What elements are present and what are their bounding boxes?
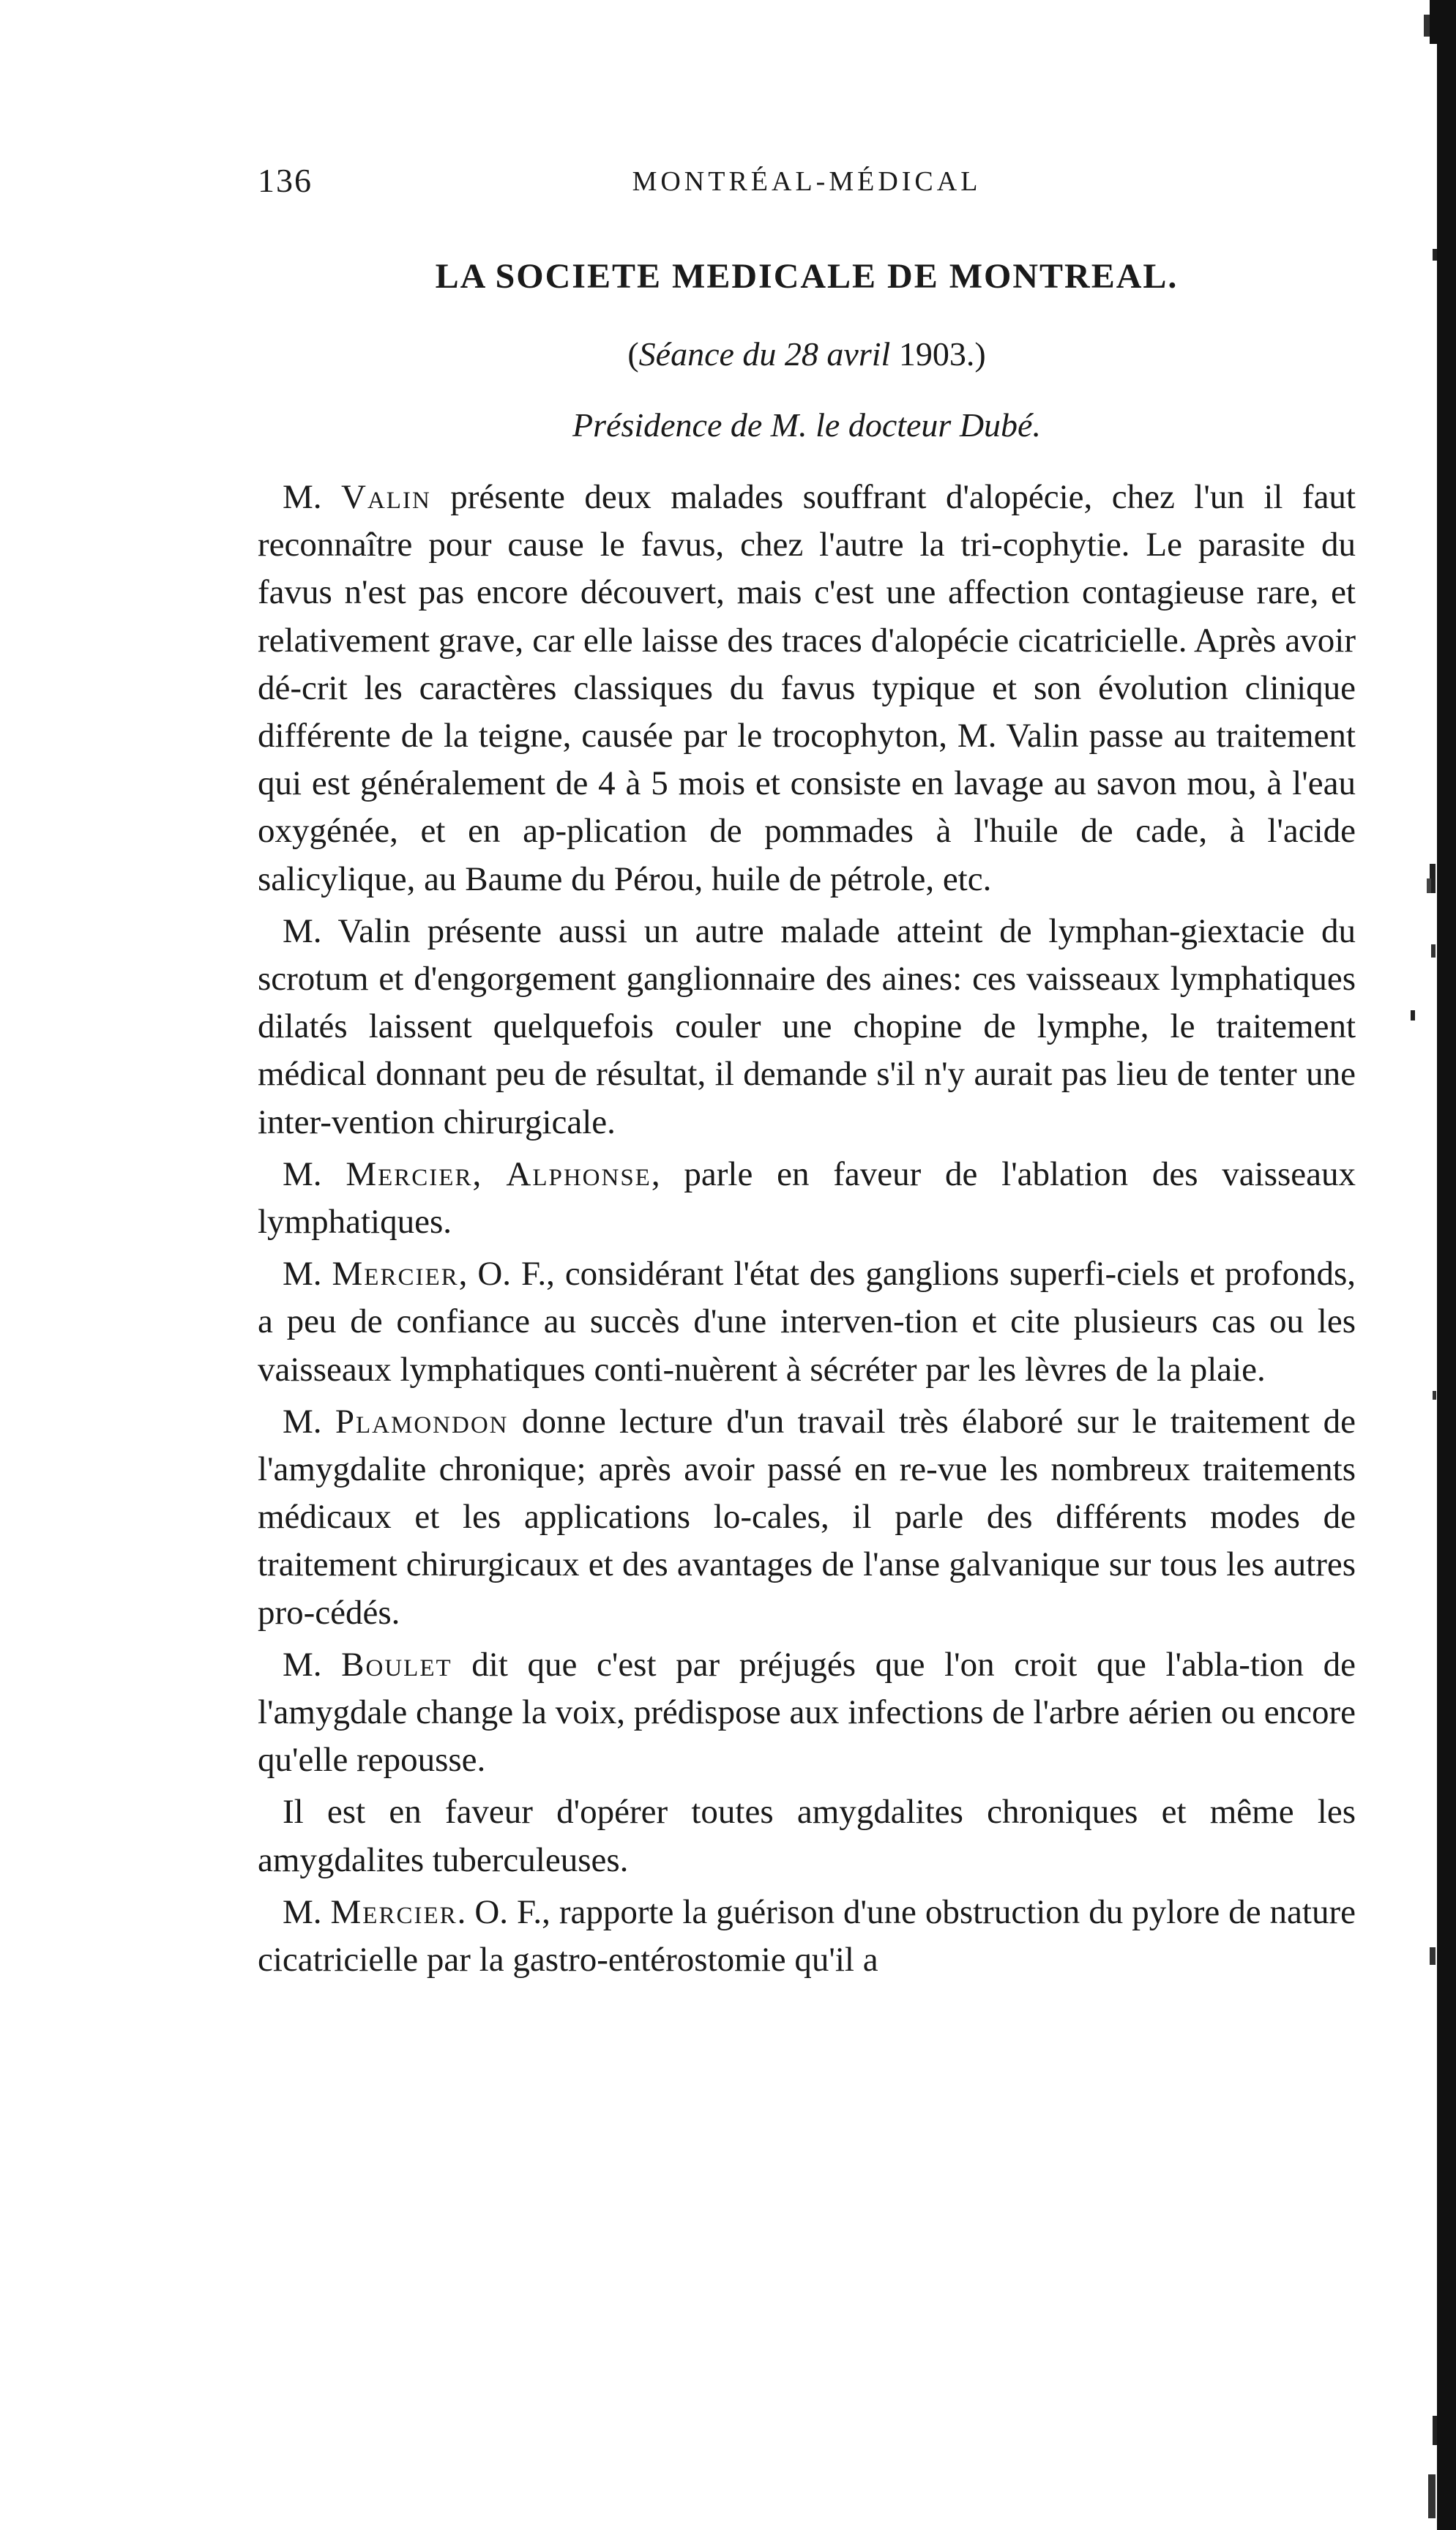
- paragraph-prefix: M.: [283, 1255, 332, 1294]
- paragraph-prefix: M.: [283, 1645, 342, 1684]
- speaker-name: Mercier, Alphonse: [346, 1154, 652, 1193]
- journal-title: MONTRÉAL-MÉDICAL: [632, 166, 982, 197]
- paragraph: [258, 1641, 1356, 1785]
- session-date: [258, 335, 1356, 373]
- paragraph: [258, 474, 1356, 903]
- speaker-name: Valin: [341, 478, 431, 516]
- paragraph: [258, 908, 1356, 1146]
- session-date-italic: Séance du 28 avril: [638, 335, 891, 373]
- paragraph: [258, 1398, 1356, 1637]
- scan-edge-specks: [1408, 0, 1437, 2530]
- paragraph-prefix: M. Valin: [283, 911, 411, 950]
- paragraph-text: donne lecture d'un travail très élaboré sur le traitement de l'amygdalite chronique; après avoir passé en re-vue les nombreux traitements médicaux et les applications lo-cales, il parle des différents modes de traitement chirurgicaux et des avantages de l'anse galvanique sur tous les autres pro-cédés.: [258, 1402, 1356, 1632]
- paragraph: [258, 1889, 1356, 1984]
- page-number: 136: [258, 162, 313, 199]
- running-head: [258, 161, 1356, 205]
- presidency-line: Présidence de M. le docteur Dubé.: [572, 406, 1041, 444]
- paragraph-text: . O. F., rapporte la guérison d'une obstruction du pylore de nature cicatricielle par la gastro-entérostomie qu'il a: [258, 1892, 1356, 1979]
- session-date-open: (: [627, 335, 639, 373]
- paragraph-text: dit que c'est par préjugés que l'on croit que l'abla-tion de l'amygdale change la voix, prédispose aux infections de l'arbre aérien ou encore qu'elle repousse.: [258, 1645, 1356, 1780]
- paragraph-prefix: M.: [283, 1892, 331, 1931]
- paragraph-text: Il est en faveur d'opérer toutes amygdalites chroniques et même les amygdalites tuberculeuses.: [258, 1793, 1356, 1879]
- paragraph-prefix: M.: [283, 478, 342, 516]
- paragraph-prefix: M.: [283, 1402, 335, 1441]
- speaker-name: Plamondon: [335, 1402, 509, 1441]
- paragraph-text: présente aussi un autre malade atteint de lymphan-giextacie du scrotum et d'engorgement ganglionnaire des aines: ces vaisseaux lymphatiques dilatés laissent quelquefois couler une chopine de lymphe, le traitement médical donnant peu de résultat, il demande s'il n'y aurait pas lieu de tenter une inter-vention chirurgicale.: [258, 911, 1356, 1141]
- article-title: LA SOCIETE MEDICALE DE MONTREAL.: [435, 257, 1179, 296]
- paragraph-text: , O. F., considérant l'état des ganglions superfi-ciels et profonds, a peu de confiance au succès d'une interven-tion et cite plusieurs cas ou les vaisseaux lymphatiques conti-nuèrent à sécréter par les lèvres de la plaie.: [258, 1255, 1356, 1389]
- session-date-year: 1903.): [890, 335, 986, 373]
- speaker-name: Boulet: [341, 1645, 452, 1684]
- book-page: [258, 161, 1356, 1988]
- scan-edge-shadow: [1437, 0, 1456, 2530]
- paragraph: [258, 1788, 1356, 1884]
- speaker-name: Mercier: [332, 1255, 459, 1294]
- paragraph-text: présente deux malades souffrant d'alopécie, chez l'un il faut reconnaître pour cause le favus, chez l'autre la tri-cophytie. Le parasite du favus n'est pas encore découvert, mais c'est une affection contagieuse rare, et relativement grave, car elle laisse des traces d'alopécie cicatricielle. Après avoir dé-crit les caractères classiques du favus typique et son évolution clinique différente de la teigne, causée par le trocophyton, M. Valin passe au traitement qui est généralement de 4 à 5 mois et consiste en lavage au savon mou, à l'eau oxygénée, et en ap-plication de pommades à l'huile de cade, à l'acide salicylique, au Baume du Pérou, huile de pétrole, etc.: [258, 478, 1356, 898]
- speaker-name: Mercier: [330, 1892, 458, 1931]
- paragraph: [258, 1250, 1356, 1394]
- paragraph-text: , parle en faveur de l'ablation des vaisseaux lymphatiques.: [258, 1154, 1356, 1242]
- paragraph-prefix: M.: [283, 1154, 346, 1193]
- paragraph: [258, 1151, 1356, 1246]
